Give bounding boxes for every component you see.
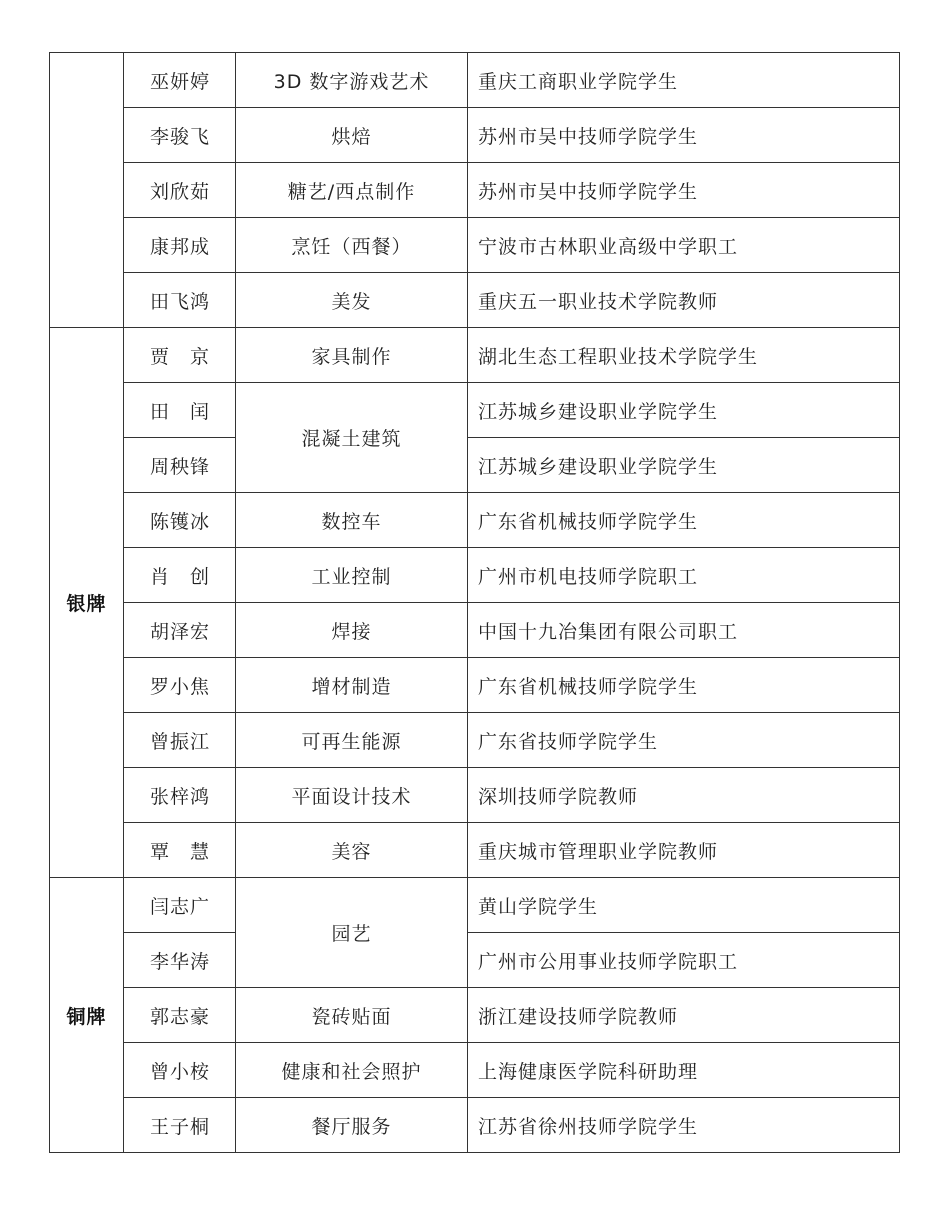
skill-name: 混凝土建筑 <box>236 383 468 493</box>
table-row <box>50 53 900 108</box>
winner-organization: 中国十九冶集团有限公司职工 <box>468 603 900 658</box>
table-row <box>50 383 900 438</box>
winner-name: 刘欣茹 <box>124 163 236 218</box>
skill-name: 美发 <box>236 273 468 328</box>
skill-name: 园艺 <box>236 878 468 988</box>
winner-organization: 广州市公用事业技师学院职工 <box>468 933 900 988</box>
winner-name: 罗小焦 <box>124 658 236 713</box>
table-row <box>50 493 900 548</box>
table-row <box>50 878 900 933</box>
table-row <box>50 1098 900 1153</box>
winner-organization: 广东省技师学院学生 <box>468 713 900 768</box>
skill-name: 焊接 <box>236 603 468 658</box>
winner-organization: 广东省机械技师学院学生 <box>468 493 900 548</box>
winner-organization: 江苏城乡建设职业学院学生 <box>468 438 900 493</box>
table-row <box>50 218 900 273</box>
skill-name: 增材制造 <box>236 658 468 713</box>
winner-name: 周秧锋 <box>124 438 236 493</box>
winner-name: 贾 京 <box>124 328 236 383</box>
skill-name: 餐厅服务 <box>236 1098 468 1153</box>
winner-organization: 重庆工商职业学院学生 <box>468 53 900 108</box>
winner-organization: 湖北生态工程职业技术学院学生 <box>468 328 900 383</box>
skill-name: 3D 数字游戏艺术 <box>236 53 468 108</box>
skill-name: 健康和社会照护 <box>236 1043 468 1098</box>
winner-name: 陈镬冰 <box>124 493 236 548</box>
table-row <box>50 988 900 1043</box>
winner-name: 覃 慧 <box>124 823 236 878</box>
medal-cell-silver: 银牌 <box>50 328 124 878</box>
medal-cell <box>50 53 124 328</box>
winner-name: 李华涛 <box>124 933 236 988</box>
skill-name: 可再生能源 <box>236 713 468 768</box>
skill-name: 烘焙 <box>236 108 468 163</box>
table-row <box>50 438 900 493</box>
table-row <box>50 713 900 768</box>
winner-name: 李骏飞 <box>124 108 236 163</box>
winner-organization: 深圳技师学院教师 <box>468 768 900 823</box>
table-row <box>50 163 900 218</box>
medal-cell-bronze: 铜牌 <box>50 878 124 1153</box>
table-row <box>50 933 900 988</box>
winner-name: 康邦成 <box>124 218 236 273</box>
winner-name: 闫志广 <box>124 878 236 933</box>
winner-name: 肖 创 <box>124 548 236 603</box>
winner-name: 曾小桉 <box>124 1043 236 1098</box>
skill-name: 美容 <box>236 823 468 878</box>
skill-name: 数控车 <box>236 493 468 548</box>
table-row <box>50 603 900 658</box>
winner-organization: 江苏城乡建设职业学院学生 <box>468 383 900 438</box>
skill-name: 工业控制 <box>236 548 468 603</box>
skill-name: 烹饪（西餐） <box>236 218 468 273</box>
winner-organization: 宁波市古林职业高级中学职工 <box>468 218 900 273</box>
winner-name: 巫妍婷 <box>124 53 236 108</box>
skill-name: 平面设计技术 <box>236 768 468 823</box>
winner-name: 曾振江 <box>124 713 236 768</box>
winner-organization: 苏州市吴中技师学院学生 <box>468 108 900 163</box>
winner-organization: 上海健康医学院科研助理 <box>468 1043 900 1098</box>
table-row <box>50 548 900 603</box>
winner-organization: 黄山学院学生 <box>468 878 900 933</box>
winner-organization: 重庆五一职业技术学院教师 <box>468 273 900 328</box>
table-row <box>50 328 900 383</box>
table-row <box>50 823 900 878</box>
winner-name: 胡泽宏 <box>124 603 236 658</box>
winner-name: 田飞鸿 <box>124 273 236 328</box>
table-row <box>50 1043 900 1098</box>
award-table <box>49 52 900 1153</box>
table-row <box>50 273 900 328</box>
table-row <box>50 768 900 823</box>
winner-organization: 苏州市吴中技师学院学生 <box>468 163 900 218</box>
winner-name: 张梓鸿 <box>124 768 236 823</box>
table-row <box>50 658 900 713</box>
winner-name: 郭志豪 <box>124 988 236 1043</box>
winner-name: 王子桐 <box>124 1098 236 1153</box>
skill-name: 糖艺/西点制作 <box>236 163 468 218</box>
winner-organization: 重庆城市管理职业学院教师 <box>468 823 900 878</box>
winner-organization: 广东省机械技师学院学生 <box>468 658 900 713</box>
winner-organization: 广州市机电技师学院职工 <box>468 548 900 603</box>
winner-organization: 浙江建设技师学院教师 <box>468 988 900 1043</box>
skill-name: 瓷砖贴面 <box>236 988 468 1043</box>
skill-name: 家具制作 <box>236 328 468 383</box>
winner-organization: 江苏省徐州技师学院学生 <box>468 1098 900 1153</box>
table-row <box>50 108 900 163</box>
winner-name: 田 闰 <box>124 383 236 438</box>
